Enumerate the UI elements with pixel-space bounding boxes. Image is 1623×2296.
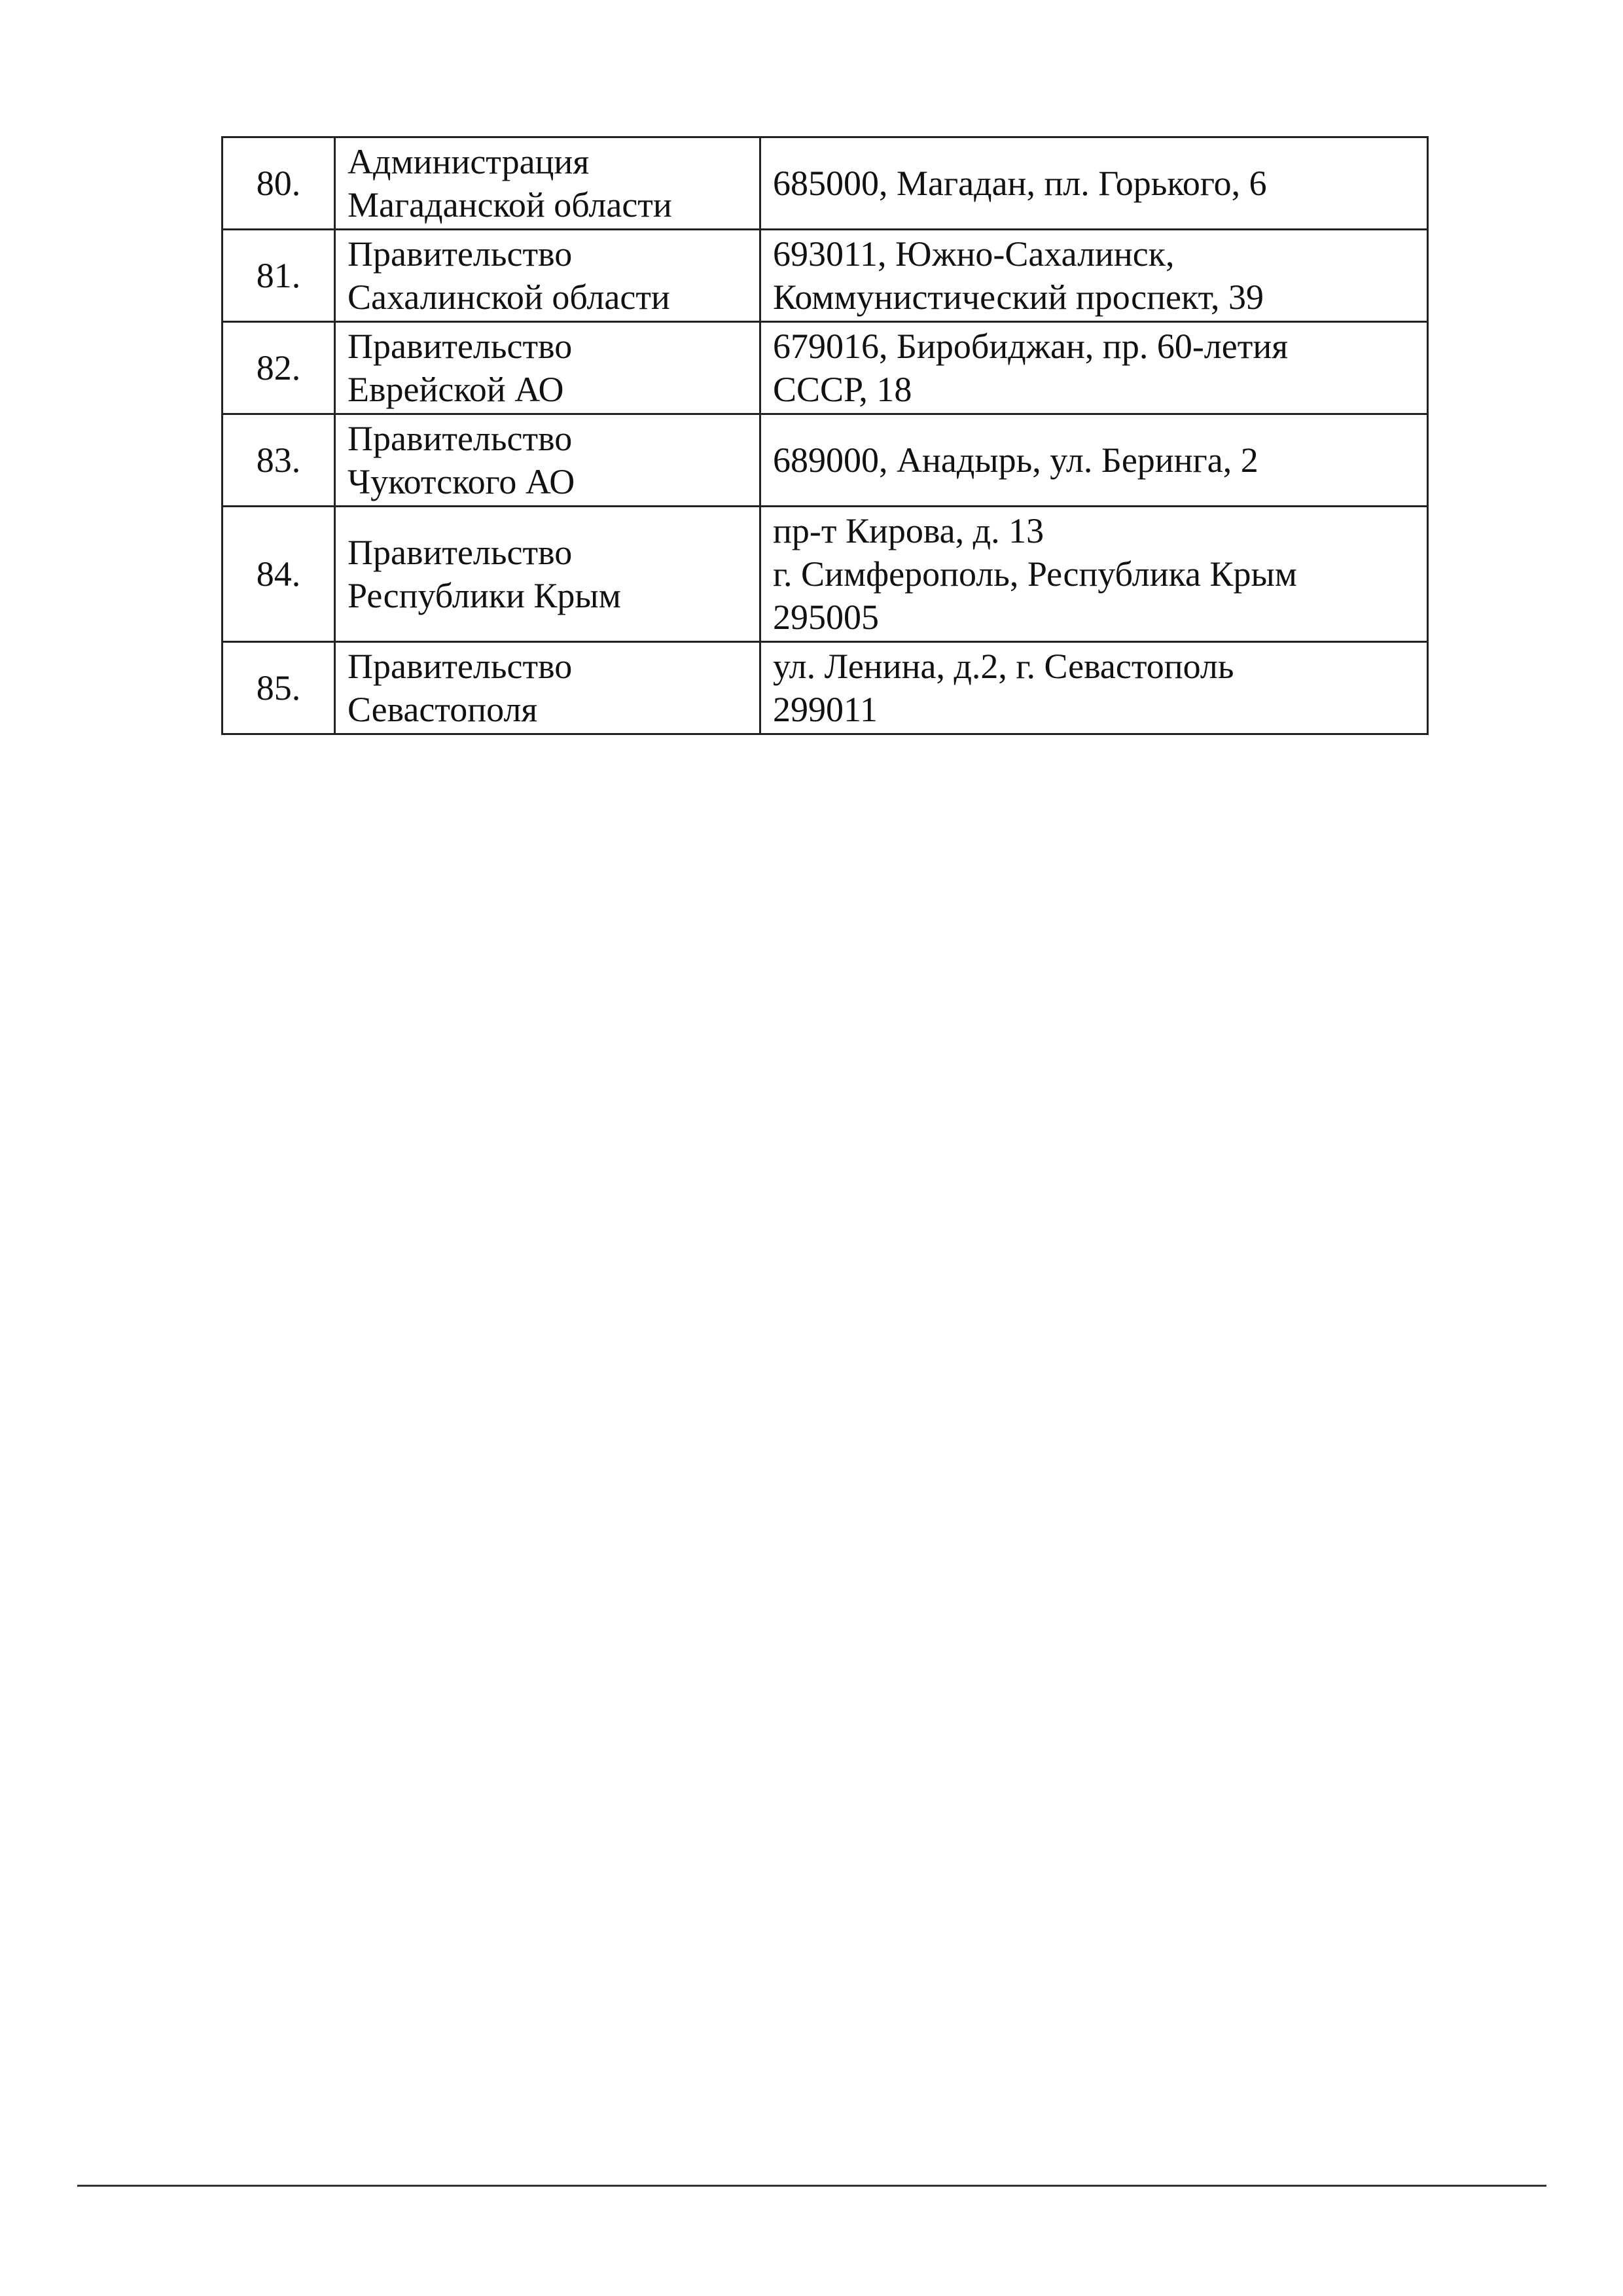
organization-name-line: Администрация (348, 142, 590, 181)
footer-divider (77, 2185, 1546, 2187)
organization-name (335, 507, 760, 642)
row-number: 84. (223, 507, 335, 642)
organization-name (335, 230, 760, 322)
address (760, 230, 1428, 322)
organization-name-line: Правительство (348, 234, 573, 274)
organization-name-line: Чукотского АО (348, 462, 575, 501)
organization-name-line: Еврейской АО (348, 370, 564, 409)
organization-name-line: Правительство (348, 419, 573, 458)
address (760, 322, 1428, 414)
address-line: СССР, 18 (773, 370, 912, 409)
address (760, 414, 1428, 507)
row-number: 85. (223, 642, 335, 734)
row-number: 83. (223, 414, 335, 507)
table-row (223, 230, 1428, 322)
address-line: 693011, Южно-Сахалинск, (773, 234, 1175, 274)
organization-name (335, 322, 760, 414)
address-line: г. Симферополь, Республика Крым (773, 554, 1297, 594)
row-number: 81. (223, 230, 335, 322)
address-line: 679016, Биробиджан, пр. 60-летия (773, 327, 1289, 366)
organization-name-line: Магаданской области (348, 185, 672, 224)
row-number: 82. (223, 322, 335, 414)
organization-name-line: Правительство (348, 533, 573, 572)
address-line: ул. Ленина, д.2, г. Севастополь (773, 647, 1234, 686)
organization-name (335, 642, 760, 734)
address-line: пр-т Кирова, д. 13 (773, 511, 1044, 550)
address-line: 299011 (773, 690, 878, 729)
address (760, 642, 1428, 734)
table-row (223, 642, 1428, 734)
table-row (223, 414, 1428, 507)
address-table (221, 136, 1429, 735)
address (760, 137, 1428, 230)
address-line: Коммунистический проспект, 39 (773, 278, 1264, 317)
organization-name (335, 414, 760, 507)
row-number: 80. (223, 137, 335, 230)
table-row (223, 507, 1428, 642)
organization-name (335, 137, 760, 230)
table-row (223, 137, 1428, 230)
address-line: 295005 (773, 598, 879, 637)
organization-name-line: Севастополя (348, 690, 538, 729)
address (760, 507, 1428, 642)
organization-name-line: Правительство (348, 647, 573, 686)
organization-name-line: Сахалинской области (348, 278, 670, 317)
address-line: 685000, Магадан, пл. Горького, 6 (773, 164, 1267, 203)
table-row (223, 322, 1428, 414)
organization-name-line: Республики Крым (348, 576, 621, 615)
organization-name-line: Правительство (348, 327, 573, 366)
address-line: 689000, Анадырь, ул. Беринга, 2 (773, 440, 1258, 480)
